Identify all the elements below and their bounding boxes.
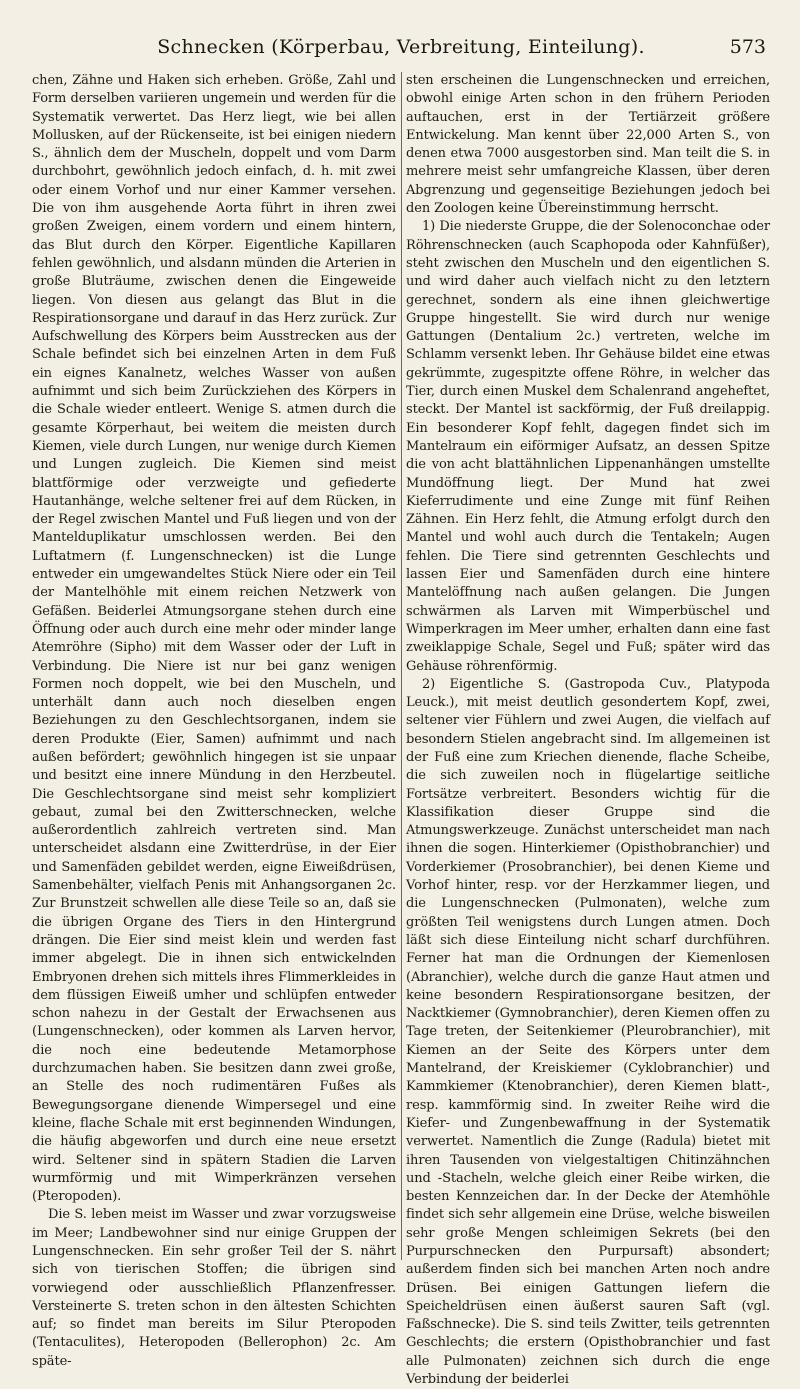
page-number: 573 — [729, 36, 766, 58]
text-columns — [32, 72, 770, 1388]
column-rule — [401, 72, 402, 1260]
paragraph: 2) Eigentliche S. (Gastropoda Cuv., Platypoda Leuck.), mit meist deutlich gesondertem Kopf, zwei, seltener vier Fühlern und zwei Augen, die vielfach auf besondern Stielen angebracht sind. Im allgemeinen ist der Fuß eine zum Kriechen dienende, flache Scheibe, die sich zuweilen noch in flügelartige seitliche Fortsätze verbreitert. Besonders wichtig für die Klassifikation dieser Gruppe sind die Atmungswerkzeuge. Zunächst unterscheidet man nach ihnen die sogen. Hinterkiemer (Opisthobranchier) und Vorderkiemer (Prosobranchier), bei denen Kieme und Vorhof hinter, resp. vor der Herzkammer liegen, und die Lungenschnecken (Pulmonaten), welche zum größten Teil wenigstens durch Lungen atmen. Doch läßt sich diese Einteilung nicht scharf durchführen. Ferner hat man die Ordnungen der Kiemenlosen (Abranchier), welche durch die ganze Haut atmen und keine besondern Respirationsorgane besitzen, der Nacktkiemer (Gymnobranchier), deren Kiemen offen zu Tage treten, der Seitenkiemer (Pleurobranchier), mit Kiemen an der Seite des Körpers unter dem Mantelrand, der Kreiskiemer (Cyklobranchier) und Kammkiemer (Ktenobranchier), deren Kiemen blatt-, resp. kammförmig sind. In zweiter Reihe wird die Kiefer- und Zungenbewaffnung in der Systematik verwertet. Namentlich die Zunge (Radula) bietet mit ihren Tausenden von vielgestaltigen Chitinzähnchen und -Stacheln, welche gleich einer Reibe wirken, die besten Kennzeichen dar. In der Decke der Atemhöhle findet sich sehr allgemein eine Drüse, welche bisweilen sehr große Mengen schleimigen Sekrets (bei den Purpurschnecken den Purpursaft) absondert; außerdem finden sich bei manchen Arten noch andre Drüsen. Bei einigen Gattungen liefern die Speicheldrüsen einen äußerst sauren Saft (vgl. Faßschnecke). Die S. sind teils Zwitter, teils getrennten Geschlechts; die erstern (Opisthobranchier und fast alle Pulmonaten) zeichnen sich durch die enge Verbindung der beiderlei — [406, 676, 770, 1388]
left-column — [32, 72, 396, 1369]
page-title: Schnecken (Körperbau, Verbreitung, Einteilung). — [157, 36, 645, 58]
running-head — [32, 30, 770, 64]
paragraph: chen, Zähne und Haken sich erheben. Größe, Zahl und Form derselben variieren ungemein und werden für die Systematik verwertet. Das Herz liegt, wie bei allen Mollusken, auf der Rückenseite, ist bei einigen niedern S., ähnlich dem der Muscheln, doppelt und vom Darm durchbohrt, gewöhnlich jedoch einfach, d. h. mit zwei oder einem Vorhof und nur einer Kammer versehen. Die von ihm ausgehende Aorta führt in ihren zwei großen Zweigen, einem vordern und einem hintern, das Blut durch den Körper. Eigentliche Kapillaren fehlen gewöhnlich, und alsdann münden die Arterien in große Bluträume, zwischen denen die Eingeweide liegen. Von diesen aus gelangt das Blut in die Respirationsorgane und darauf in das Herz zurück. Zur Aufschwellung des Körpers beim Ausstrecken aus der Schale befindet sich bei einzelnen Arten in dem Fuß ein eignes Kanalnetz, welches Wasser von außen aufnimmt und sich beim Zurückziehen des Körpers in die Schale wieder entleert. Wenige S. atmen durch die gesamte Körperhaut, bei weitem die meisten durch Kiemen, viele durch Lungen, nur wenige durch Kiemen und Lungen zugleich. Die Kiemen sind meist blattförmige oder verzweigte und gefiederte Hautanhänge, welche seltener frei auf dem Rücken, in der Regel zwischen Mantel und Fuß liegen und von der Mantelduplikatur umschlossen werden. Bei den Luftatmern (f. Lungenschnecken) ist die Lunge entweder ein umgewandeltes Stück Niere oder ein Teil der Mantelhöhle mit einem reichen Netzwerk von Gefäßen. Beiderlei Atmungsorgane stehen durch eine Öffnung oder auch durch eine mehr oder minder lange Atemröhre (Sipho) mit dem Wasser oder der Luft in Verbindung. Die Niere ist nur bei ganz wenigen Formen noch doppelt, wie bei den Muscheln, und unterhält dann auch noch dieselben engen Beziehungen zu den Geschlechtsorganen, indem sie deren Produkte (Eier, Samen) aufnimmt und nach außen befördert; gewöhnlich hingegen ist sie unpaar und besitzt eine innere Mündung in den Herzbeutel. Die Geschlechtsorgane sind meist sehr kompliziert gebaut, zumal bei den Zwitterschnecken, welche außerordentlich zahlreich vertreten sind. Man unterscheidet alsdann eine Zwitterdrüse, in der Eier und Samenfäden gebildet werden, eigne Eiweißdrüsen, Samenbehälter, vielfach Penis mit Anhangsorganen 2c. Zur Brunstzeit schwellen alle diese Teile so an, daß sie die übrigen Organe des Tiers in den Hintergrund drängen. Die Eier sind meist klein und werden fast immer abgelegt. Die in ihnen sich entwickelnden Embryonen drehen sich mittels ihres Flimmerkleides in dem flüssigen Eiweiß umher und schlüpfen entweder schon nahezu in der Gestalt der Erwachsenen aus (Lungenschnecken), oder kommen als Larven hervor, die noch eine bedeutende Metamorphose durchzumachen haben. Sie besitzen dann zwei große, an Stelle des noch rudimentären Fußes als Bewegungsorgane dienende Wimpersegel und eine kleine, flache Schale mit erst beginnenden Windungen, die häufig abgeworfen und durch eine neue ersetzt wird. Seltener sind in spätern Stadien die Larven wurmförmig und mit Wimperkränzen versehen (Pteropoden). — [32, 73, 396, 1205]
paragraph: Die S. leben meist im Wasser und zwar vorzugsweise im Meer; Landbewohner sind nur einige Gruppen der Lungenschnecken. Ein sehr großer Teil der S. nährt sich von tierischen Stoffen; die übrigen sind vorwiegend oder ausschließlich Pflanzenfresser. Versteinerte S. treten schon in den ältesten Schichten auf; so findet man bereits im Silur Pteropoden (Tentaculites), Heteropoden (Bellerophon) 2c. Am späte- — [32, 1207, 396, 1369]
paragraph: 1) Die niederste Gruppe, die der Solenoconchae oder Röhrenschnecken (auch Scaphopoda oder Kahnfüßer), steht zwischen den Muscheln und den eigentlichen S. und wird daher auch vielfach nicht zu den letztern gerechnet, sondern als eine ihnen gleichwertige Gruppe hingestellt. Sie wird durch nur wenige Gattungen (Dentalium 2c.) vertreten, welche im Schlamm versenkt leben. Ihr Gehäuse bildet eine etwas gekrümmte, zugespitzte offene Röhre, in welcher das Tier, durch einen Muskel dem Schalenrand angeheftet, steckt. Der Mantel ist sackförmig, der Fuß dreilappig. Ein besonderer Kopf fehlt, dagegen findet sich im Mantelraum ein eiförmiger Aufsatz, an dessen Spitze die von acht blattähnlichen Lippenanhängen umstellte Mundöffnung liegt. Der Mund hat zwei Kieferrudimente und eine Zunge mit fünf Reihen Zähnen. Ein Herz fehlt, die Atmung erfolgt durch den Mantel und wohl auch durch die Tentakeln; Augen fehlen. Die Tiere sind getrennten Geschlechts und lassen Eier und Samenfäden durch eine hintere Mantelöffnung nach außen gelangen. Die Jungen schwärmen als Larven mit Wimperbüschel und Wimperkragen im Meer umher, erhalten dann eine fast zweiklappige Schale, Segel und Fuß; später wird das Gehäuse röhrenförmig. — [406, 219, 770, 674]
paragraph: sten erscheinen die Lungenschnecken und erreichen, obwohl einige Arten schon in den frühern Perioden auftauchen, erst in der Tertiärzeit größere Entwickelung. Man kennt über 22,000 Arten S., von denen etwa 7000 ausgestorben sind. Man teilt die S. in mehrere meist sehr umfangreiche Klassen, über deren Abgrenzung und gegenseitige Beziehungen jedoch bei den Zoologen keine Übereinstimmung herrscht. — [406, 73, 770, 217]
right-column — [406, 72, 770, 1388]
